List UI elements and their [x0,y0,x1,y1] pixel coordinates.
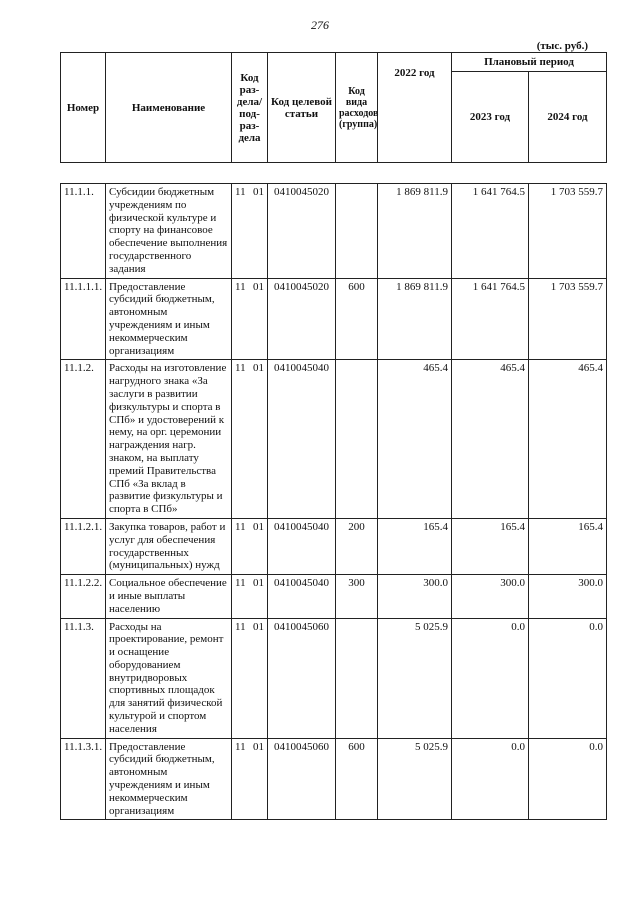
table-body [61,163,607,820]
row-value-2022: 1 869 811.9 [378,278,452,360]
row-value-2022: 5 025.9 [378,618,452,738]
section-code: 11 [235,280,246,293]
header-expense-type: Код вида расходов (группа) [336,53,378,163]
budget-table [60,52,607,820]
header-year-2023: 2023 год [452,72,529,163]
row-value-2023: 0.0 [452,738,529,820]
row-name: Социальное обеспечение и иные выплаты населению [106,575,232,618]
table-row [61,278,607,360]
row-name: Субсидии бюджетным учреждениям по физической культуре и спорту на финансовое обеспечение выполнения государственного задания [106,184,232,279]
row-value-2023: 465.4 [452,360,529,519]
page-number: 276 [311,18,329,32]
table-row [61,575,607,618]
table-header [61,53,607,163]
row-target: 0410045020 [268,278,336,360]
row-value-2023: 1 641 764.5 [452,278,529,360]
row-number: 11.1.2.1. [61,518,106,574]
row-section [232,278,268,360]
row-number: 11.1.1.1. [61,278,106,360]
row-target: 0410045060 [268,738,336,820]
row-value-2022: 465.4 [378,360,452,519]
table-row [61,360,607,519]
row-value-2022: 300.0 [378,575,452,618]
row-target: 0410045040 [268,360,336,519]
header-target: Код целевой статьи [268,53,336,163]
header-section: Код раз-дела/ под-раз-дела [232,53,268,163]
header-name: Наименование [106,53,232,163]
header-year-2024: 2024 год [529,72,607,163]
row-section [232,575,268,618]
row-number: 11.1.3.1. [61,738,106,820]
row-value-2023: 300.0 [452,575,529,618]
row-name: Расходы на проектирование, ремонт и оснащение оборудованием внутридворовых спортивных площадок для занятий физической культурой и спортом населения [106,618,232,738]
row-number: 11.1.2. [61,360,106,519]
row-target: 0410045040 [268,518,336,574]
section-code: 11 [235,520,246,533]
table-row [61,518,607,574]
row-name: Предоставление субсидий бюджетным, автономным учреждениям и иным некоммерческим организациям [106,738,232,820]
row-section [232,518,268,574]
row-target: 0410045020 [268,184,336,279]
row-value-2022: 1 869 811.9 [378,184,452,279]
row-value-2024: 1 703 559.7 [529,278,607,360]
row-section [232,360,268,519]
row-expense-type: 200 [336,518,378,574]
row-section [232,184,268,279]
row-value-2023: 0.0 [452,618,529,738]
subsection-code: 01 [253,280,264,293]
row-value-2024: 165.4 [529,518,607,574]
row-expense-type: 600 [336,738,378,820]
row-value-2024: 1 703 559.7 [529,184,607,279]
row-target: 0410045060 [268,618,336,738]
table-row [61,738,607,820]
header-year-2022: 2022 год [378,53,452,163]
section-code: 11 [235,362,246,375]
row-section [232,738,268,820]
header-plan-period: Плановый период [452,53,607,72]
row-number: 11.1.1. [61,184,106,279]
section-code: 11 [235,740,246,753]
row-name: Закупка товаров, работ и услуг для обеспечения государственных (муниципальных) нужд [106,518,232,574]
row-name: Предоставление субсидий бюджетным, автономным учреждениям и иным некоммерческим организациям [106,278,232,360]
row-value-2023: 1 641 764.5 [452,184,529,279]
section-code: 11 [235,186,246,198]
row-value-2022: 5 025.9 [378,738,452,820]
section-code: 11 [235,620,246,633]
row-value-2024: 0.0 [529,738,607,820]
table-row [61,618,607,738]
row-value-2024: 465.4 [529,360,607,519]
table-row [61,184,607,279]
row-expense-type [336,184,378,279]
subsection-code: 01 [253,186,264,198]
header-gap [61,163,607,184]
row-name: Расходы на изготовление нагрудного знака «За заслуги в развитии физкультуры и спорта в СПб» и удостоверений к нему, на орг. церемонии награждения нагр. знаком, на выплату премий Правительства СПб «За вклад в развитие физкультуры и спорта в СПб» [106,360,232,519]
units-label: (тыс. руб.) [536,40,588,52]
row-value-2022: 165.4 [378,518,452,574]
row-section [232,618,268,738]
row-expense-type [336,360,378,519]
row-expense-type: 300 [336,575,378,618]
row-value-2023: 165.4 [452,518,529,574]
section-code: 11 [235,577,246,590]
row-value-2024: 0.0 [529,618,607,738]
subsection-code: 01 [253,740,264,753]
row-value-2024: 300.0 [529,575,607,618]
subsection-code: 01 [253,577,264,590]
row-target: 0410045040 [268,575,336,618]
row-expense-type [336,618,378,738]
header-number: Номер [61,53,106,163]
subsection-code: 01 [253,362,264,375]
subsection-code: 01 [253,620,264,633]
row-number: 11.1.3. [61,618,106,738]
row-number: 11.1.2.2. [61,575,106,618]
subsection-code: 01 [253,520,264,533]
row-expense-type: 600 [336,278,378,360]
